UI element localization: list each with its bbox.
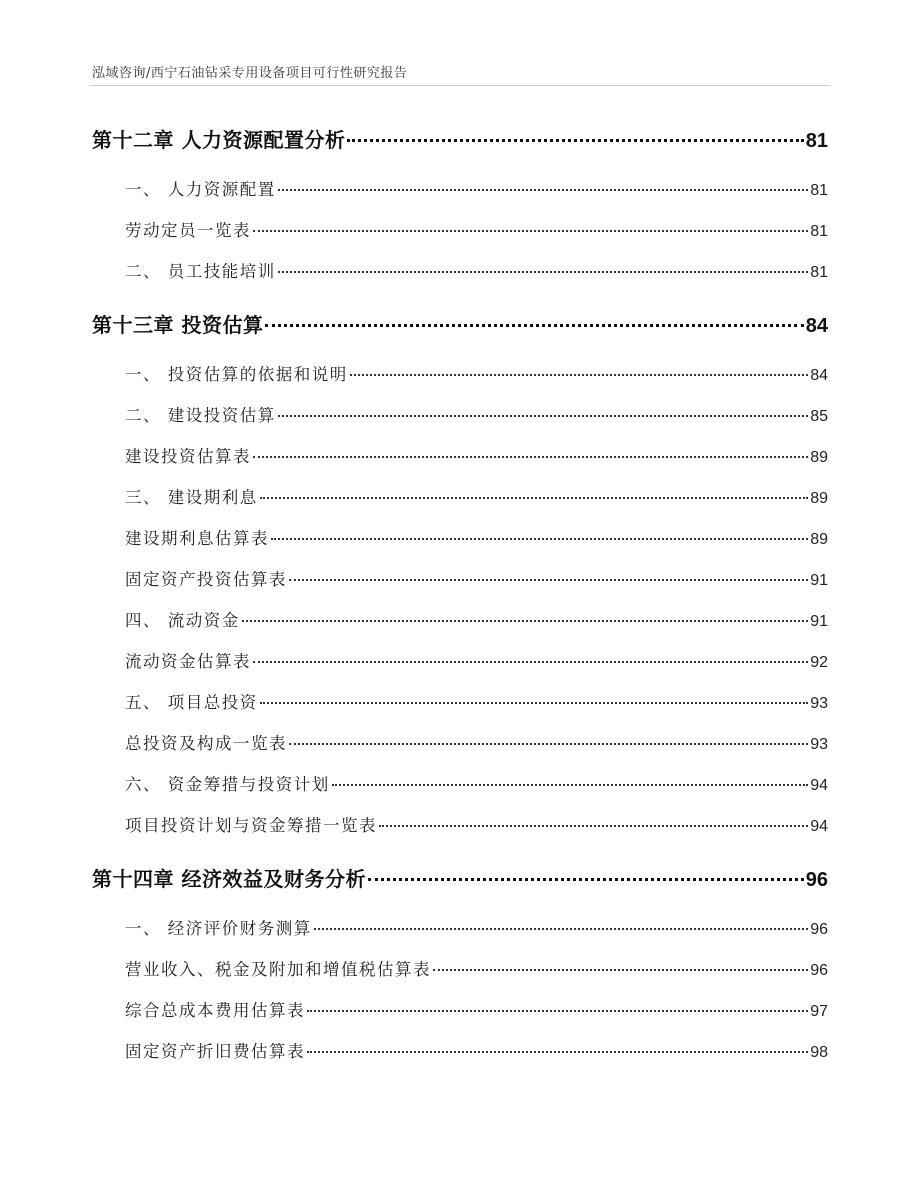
toc-page-number: 84 [805,315,828,337]
dot-leader [347,139,803,142]
dot-leader [368,878,804,881]
toc-entry-title: 六、 资金筹措与投资计划 [125,775,330,794]
page-header: 泓域咨询/西宁石油钻采专用设备项目可行性研究报告 [92,66,408,81]
dot-leader [433,969,808,971]
dot-leader [242,620,808,622]
toc-entry-title: 第十二章 人力资源配置分析 [92,128,346,152]
dot-leader [350,374,808,376]
toc-entry-title: 一、 人力资源配置 [125,180,276,199]
toc-page-number: 85 [810,408,828,425]
toc-page-number: 91 [810,572,828,589]
toc-entry[interactable] [125,607,828,631]
toc-entry-title: 四、 流动资金 [125,611,240,630]
toc-chapter-13[interactable] [92,309,828,338]
toc-entry-title: 一、 经济评价财务测算 [125,919,312,938]
dot-leader [260,702,808,704]
toc-page-number: 96 [805,869,828,891]
dot-leader [307,1051,808,1053]
dot-leader [314,928,808,930]
toc-entry-title: 固定资产投资估算表 [125,570,287,589]
toc-entry-title: 三、 建设期利息 [125,488,258,507]
toc-entry[interactable] [125,176,828,200]
toc-entry[interactable] [125,443,828,467]
toc-entry-title: 总投资及构成一览表 [125,734,287,753]
dot-leader [289,743,808,745]
toc-entry-title: 第十四章 经济效益及财务分析 [92,867,366,891]
toc-entry-title: 营业收入、税金及附加和增值税估算表 [125,960,431,979]
toc-entry[interactable] [125,566,828,590]
toc-entry-title: 二、 员工技能培训 [125,262,276,281]
toc-page-number: 97 [810,1003,828,1020]
dot-leader [253,230,808,232]
toc-page-number: 93 [810,736,828,753]
toc-page-number: 92 [810,654,828,671]
dot-leader [307,1010,808,1012]
dot-leader [260,497,808,499]
toc-entry-title: 建设投资估算表 [125,447,251,466]
toc-entry[interactable] [125,402,828,426]
toc-page-number: 81 [810,182,828,199]
toc-chapter-14[interactable] [92,863,828,892]
toc-entry[interactable] [125,361,828,385]
toc-page-number: 93 [810,695,828,712]
dot-leader [379,825,808,827]
toc-entry[interactable] [125,956,828,980]
toc-page-number: 98 [810,1044,828,1061]
header-divider [90,85,830,86]
toc-entry[interactable] [125,525,828,549]
dot-leader [278,415,808,417]
toc-entry[interactable] [125,1038,828,1062]
dot-leader [253,456,808,458]
dot-leader [278,271,808,273]
toc-page-number: 81 [810,264,828,281]
toc-page-number: 84 [810,367,828,384]
toc-entry-title: 一、 投资估算的依据和说明 [125,365,348,384]
toc-entry[interactable] [125,689,828,713]
toc-entry-title: 流动资金估算表 [125,652,251,671]
toc-entry[interactable] [125,812,828,836]
toc-page-number: 96 [810,921,828,938]
dot-leader [265,324,803,327]
toc-entry[interactable] [125,648,828,672]
toc-entry[interactable] [125,730,828,754]
toc-entry-title: 劳动定员一览表 [125,221,251,240]
toc-entry[interactable] [125,915,828,939]
toc-page-number: 89 [810,531,828,548]
toc-entry-title: 二、 建设投资估算 [125,406,276,425]
toc-page-number: 94 [810,818,828,835]
toc-entry[interactable] [125,997,828,1021]
toc-entry-title: 项目投资计划与资金筹措一览表 [125,816,377,835]
toc-entry-title: 五、 项目总投资 [125,693,258,712]
toc-entry[interactable] [125,217,828,241]
dot-leader [289,579,808,581]
dot-leader [332,784,808,786]
toc-entry-title: 第十三章 投资估算 [92,313,264,337]
dot-leader [278,189,808,191]
toc-page-number: 91 [810,613,828,630]
toc-chapter-12[interactable] [92,124,828,153]
toc-entry[interactable] [125,258,828,282]
dot-leader [253,661,808,663]
toc-entry-title: 建设期利息估算表 [125,529,269,548]
toc-entry[interactable] [125,771,828,795]
toc-page-number: 81 [810,223,828,240]
toc-entry-title: 固定资产折旧费估算表 [125,1042,305,1061]
toc-entry[interactable] [125,484,828,508]
toc-page-number: 96 [810,962,828,979]
toc-entry-title: 综合总成本费用估算表 [125,1001,305,1020]
toc-page-number: 89 [810,449,828,466]
toc-page-number: 94 [810,777,828,794]
dot-leader [271,538,808,540]
toc-page-number: 89 [810,490,828,507]
toc-page-number: 81 [805,130,828,152]
